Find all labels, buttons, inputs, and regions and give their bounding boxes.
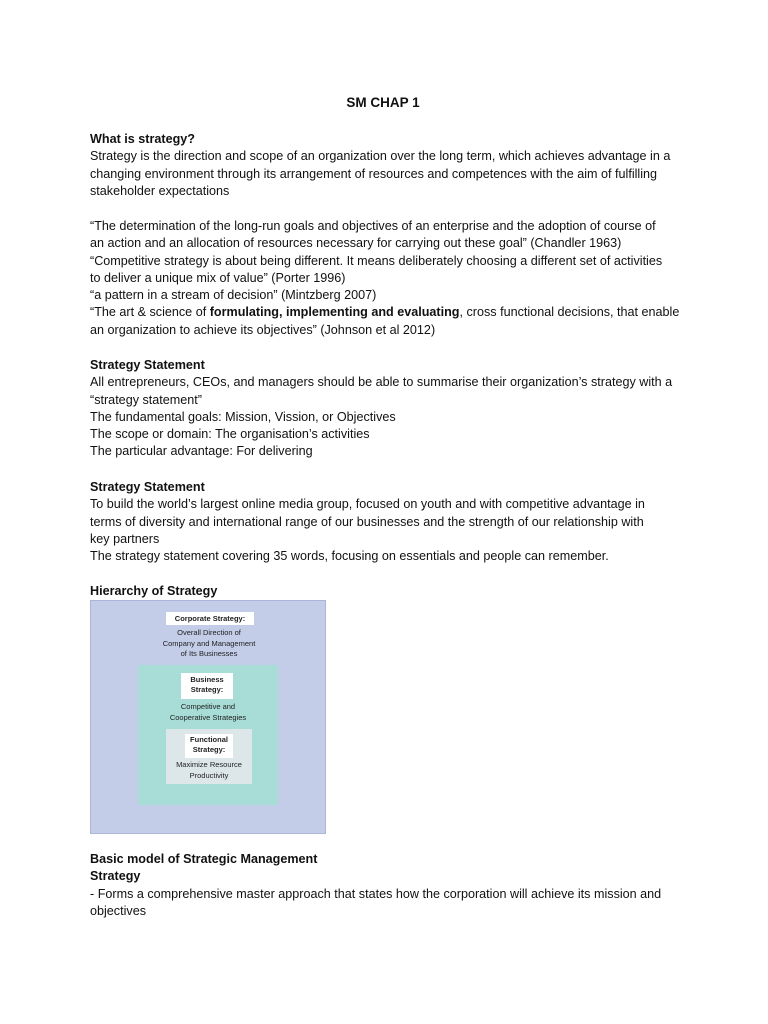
- section-heading: Hierarchy of Strategy: [90, 584, 218, 598]
- quote-line: an action and an allocation of resources necessary for carrying out these goal” (Chandler 1963): [90, 236, 622, 251]
- corporate-strategy-description: [136, 628, 282, 660]
- label-line: Business: [190, 675, 224, 684]
- page-title: SM CHAP 1: [346, 95, 420, 110]
- quote-line: “a pattern in a stream of decision” (Mintzberg 2007): [90, 288, 377, 303]
- functional-strategy-description: [166, 760, 252, 781]
- description-line: Competitive and: [180, 702, 236, 711]
- quote-line: to deliver a unique mix of value” (Porter 1996): [90, 270, 346, 285]
- description-line: Cooperative Strategies: [169, 712, 247, 722]
- section-heading: What is strategy?: [90, 132, 195, 146]
- corporate-strategy-label: Corporate Strategy:: [166, 612, 254, 625]
- section-quotes: [90, 218, 690, 339]
- section-heading: Strategy Statement: [90, 480, 205, 494]
- quote-line: [90, 304, 690, 321]
- body-line: - Forms a comprehensive master approach that states how the corporation will achieve its mission and: [90, 886, 662, 901]
- definition-line: Strategy is the direction and scope of an organization over the long term, which achieves advantage in a: [90, 149, 671, 164]
- quote-emphasis: formulating, implementing and evaluating: [209, 305, 460, 320]
- quote-text: , cross functional decisions, that enable: [459, 305, 680, 320]
- body-line: All entrepreneurs, CEOs, and managers should be able to summarise their organization’s strategy with a: [90, 375, 673, 390]
- body-line: “strategy statement”: [90, 392, 202, 407]
- definition-line: stakeholder expectations: [90, 183, 230, 198]
- functional-strategy-box: [166, 729, 252, 784]
- section-subheading: Strategy: [90, 869, 141, 884]
- section-strategy-statement: [90, 357, 690, 461]
- quote-line: “The determination of the long-run goals and objectives of an enterprise and the adoption of course of: [90, 219, 656, 233]
- section-strategy-statement-example: [90, 479, 690, 565]
- section-what-is-strategy: [90, 131, 690, 200]
- section-hierarchy: [90, 583, 690, 600]
- business-strategy-box: [138, 665, 278, 805]
- quote-line: “Competitive strategy is about being different. It means deliberately choosing a different set of activities: [90, 253, 663, 268]
- quote-line: an organization to achieve its objectives” (Johnson et al 2012): [90, 322, 436, 337]
- section-heading: Basic model of Strategic Management: [90, 852, 318, 866]
- description-line: Maximize Resource: [176, 760, 242, 769]
- body-line: The strategy statement covering 35 words, focusing on essentials and people can remember.: [90, 549, 609, 564]
- label-line: Strategy:: [192, 744, 226, 754]
- functional-strategy-label: [185, 734, 233, 758]
- body-line: To build the world’s largest online media group, focused on youth and with competitive advantage in: [90, 497, 645, 512]
- business-strategy-description: [143, 702, 273, 723]
- body-line: The particular advantage: For delivering: [90, 444, 313, 459]
- section-basic-model: [90, 851, 690, 920]
- description-line: Productivity: [189, 770, 229, 780]
- body-line: The scope or domain: The organisation’s activities: [90, 427, 370, 442]
- label-line: Strategy:: [190, 684, 224, 694]
- section-heading: Strategy Statement: [90, 358, 205, 372]
- description-line: of Its Businesses: [180, 649, 238, 658]
- hierarchy-diagram: [90, 600, 326, 834]
- body-line: key partners: [90, 531, 160, 546]
- label-line: Functional: [190, 735, 228, 744]
- body-line: The fundamental goals: Mission, Vission, or Objectives: [90, 409, 396, 424]
- definition-line: changing environment through its arrangement of resources and competences with the aim of fulfilling: [90, 166, 658, 181]
- body-line: objectives: [90, 903, 147, 918]
- description-line: Company and Management: [162, 638, 256, 648]
- body-line: terms of diversity and international range of our businesses and the strength of our relationship with: [90, 514, 644, 529]
- description-line: Overall Direction of: [177, 628, 241, 637]
- quote-text: “The art & science of: [90, 305, 210, 320]
- business-strategy-label: [181, 673, 233, 699]
